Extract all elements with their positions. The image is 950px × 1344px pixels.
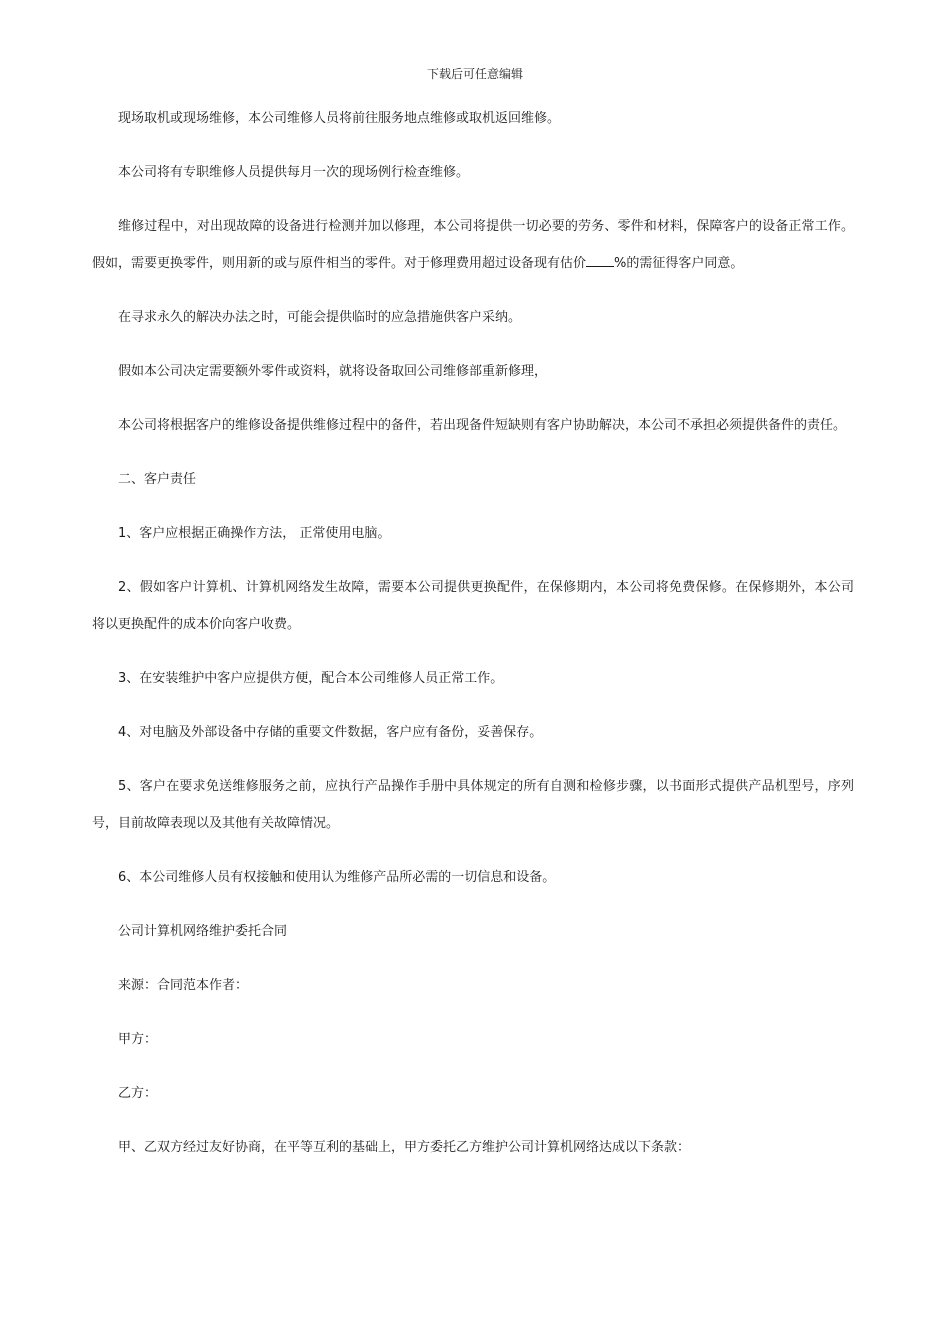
party-a-line: 甲方：: [118, 1032, 158, 1047]
paragraph-onsite-repair: 现场取机或现场维修，本公司维修人员将前往服务地点维修或取机返回维修。: [118, 111, 561, 126]
paragraph-spare-parts: 本公司将根据客户的维修设备提供维修过程中的备件，若出现备件短缺则有客户协助解决，本公司不承担必须提供备件的责任。: [118, 418, 847, 433]
clause-1: 1、客户应根据正确操作方法， 正常使用电脑。: [118, 526, 391, 541]
party-b-line: 乙方：: [118, 1086, 158, 1101]
repair-process-text-before: 维修过程中，对出现故障的设备进行检测并加以修理，本公司将提供一切必要的劳务、零件和材料，保障客户的设备正常工作。假如，需要更换零件，则用新的或与原件相当的零件。对于修理费用超过设备现有估价: [92, 219, 854, 271]
clause-2: 2、假如客户计算机、计算机网络发生故障，需要本公司提供更换配件，在保修期内，本公司将免费保修。在保修期外，本公司将以更换配件的成本价向客户收费。: [92, 580, 854, 632]
clause-5: 5、客户在要求免送维修服务之前，应执行产品操作手册中具体规定的所有自测和检修步骤，以书面形式提供产品机型号，序列号，目前故障表现以及其他有关故障情况。: [92, 779, 854, 831]
paragraph-repair-process: [92, 208, 854, 282]
percentage-blank: [586, 254, 614, 267]
page-header-note: 下载后可任意编辑: [426, 67, 523, 81]
paragraph-temporary-measures: 在寻求永久的解决办法之时，可能会提供临时的应急措施供客户采纳。: [118, 310, 522, 325]
section-heading-customer-responsibility: 二、客户责任: [118, 472, 197, 487]
repair-process-text-after: %的需征得客户同意。: [614, 256, 744, 271]
paragraph-extra-parts: 假如本公司决定需要额外零件或资料，就将设备取回公司维修部重新修理，: [118, 364, 548, 379]
source-line: 来源：合同范本作者：: [118, 978, 249, 993]
paragraph-monthly-inspection: 本公司将有专职维修人员提供每月一次的现场例行检查维修。: [118, 165, 470, 180]
clause-4: 4、对电脑及外部设备中存储的重要文件数据，客户应有备份，妥善保存。: [118, 725, 543, 740]
clause-6: 6、本公司维修人员有权接触和使用认为维修产品所必需的一切信息和设备。: [118, 870, 556, 885]
contract-title: 公司计算机网络维护委托合同: [118, 924, 288, 939]
document-body: [92, 100, 854, 1183]
clause-3: 3、在安装维护中客户应提供方便，配合本公司维修人员正常工作。: [118, 671, 504, 686]
agreement-preamble: 甲、乙双方经过友好协商，在平等互利的基础上，甲方委托乙方维护公司计算机网络达成以下条款：: [118, 1140, 691, 1155]
